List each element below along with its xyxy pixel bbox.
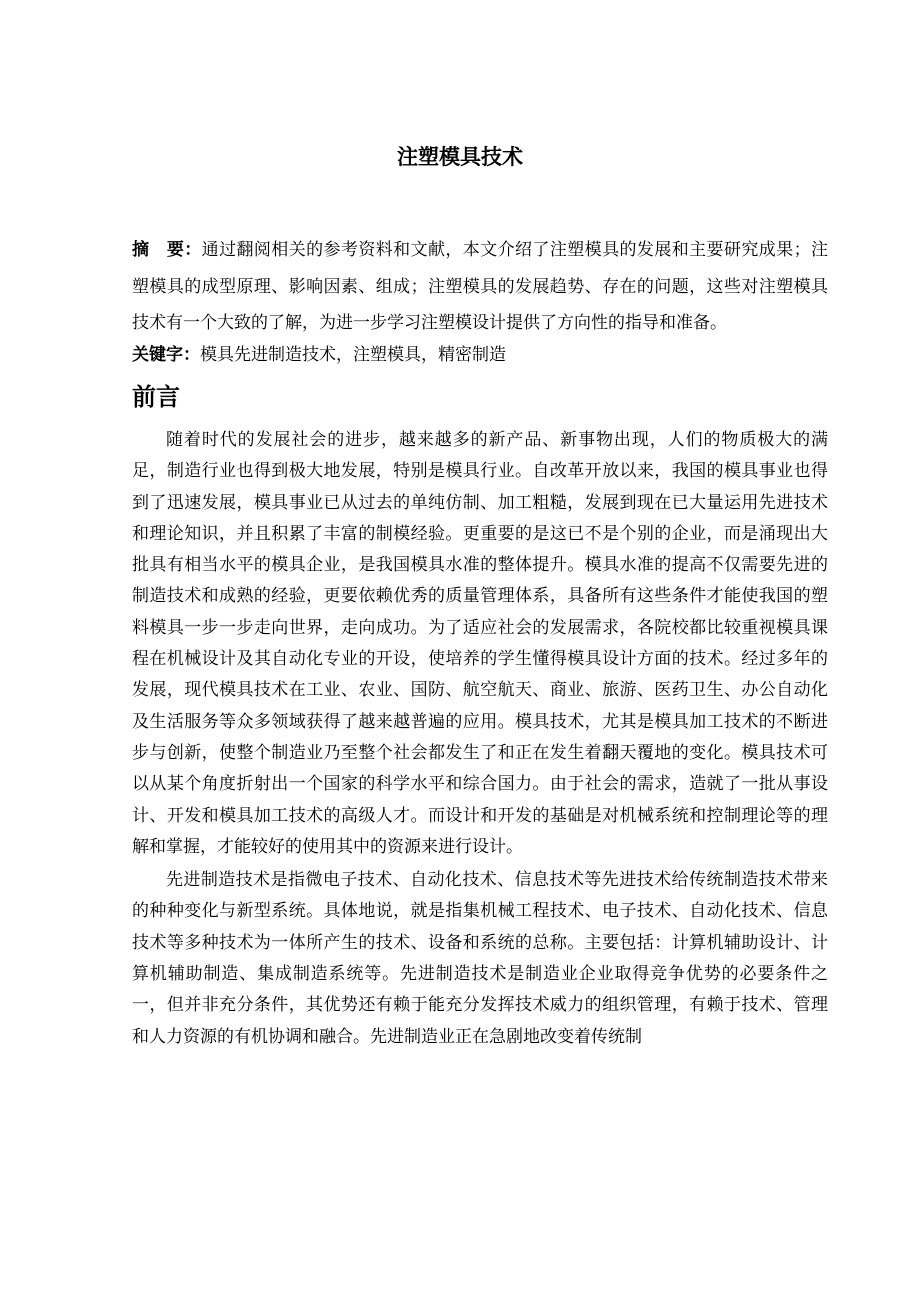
body-paragraph-2: 先进制造技术是指微电子技术、自动化技术、信息技术等先进技术给传统制造技术带来的种种变化与新型系统。具体地说，就是指集机械工程技术、电子技术、自动化技术、信息技术等多种技术为一体所产生的技术、设备和系统的总称。主要包括：计算机辅助设计、计算机辅助制造、集成制造系统等。先进制造技术是制造业企业取得竞争优势的必要条件之一，但并非充分条件，其优势还有赖于能充分发挥技术威力的组织管理，有赖于技术、管理和人力资源的有机协调和融合。先进制造业正在急剧地改变着传统制 [132, 870, 828, 1047]
body-paragraph-1: 随着时代的发展社会的进步，越来越多的新产品、新事物出现，人们的物质极大的满足，制造行业也得到极大地发展，特别是模具行业。自改革开放以来，我国的模具事业也得到了迅速发展，模具事业已从过去的单纯仿制、加工粗糙，发展到现在已大量运用先进技术和理论知识，并且积累了丰富的制模经验。更重要的是这已不是个别的企业，而是涌现出大批具有相当水平的模具企业，是我国模具水准的整体提升。模具水准的提高不仅需要先进的制造技术和成熟的经验，更要依赖优秀的质量管理体系，具备所有这些条件才能使我国的塑料模具一步一步走向世界，走向成功。为了适应社会的发展需求，各院校都比较重视模具课程在机械设计及其自动化专业的开设，使培养的学生懂得模具设计方面的技术。经过多年的发展，现代模具技术在工业、农业、国防、航空航天、商业、旅游、医药卫生、办公自动化及生活服务等众多领域获得了越来越普遍的应用。模具技术，尤其是模具加工技术的不断进步与创新，使整个制造业乃至整个社会都发生了和正在发生着翻天覆地的变化。模具技术可以从某个角度折射出一个国家的科学水平和综合国力。由于社会的需求，造就了一批从事设计、开发和模具加工技术的高级人才。而设计和开发的基础是对机械系统和控制理论等的理解和掌握，才能较好的使用其中的资源来进行设计。 [132, 430, 828, 857]
abstract-paragraph [132, 232, 828, 342]
keywords-paragraph [132, 340, 828, 370]
keywords-text: 模具先进制造技术，注塑模具，精密制造 [200, 345, 506, 365]
abstract-label: 摘 要： [132, 240, 202, 260]
section-body [132, 425, 828, 1055]
abstract-text: 通过翻阅相关的参考资料和文献，本文介绍了注塑模具的发展和主要研究成果；注塑模具的成型原理、影响因素、组成；注塑模具的发展趋势、存在的问题，这些对注塑模具技术有一个大致的了解，为进一步学习注塑模设计提供了方向性的指导和准备。 [132, 240, 829, 333]
keywords-label: 关键字： [132, 345, 200, 365]
document-title: 注塑模具技术 [397, 145, 523, 169]
section-heading-preface: 前言 [132, 383, 180, 411]
